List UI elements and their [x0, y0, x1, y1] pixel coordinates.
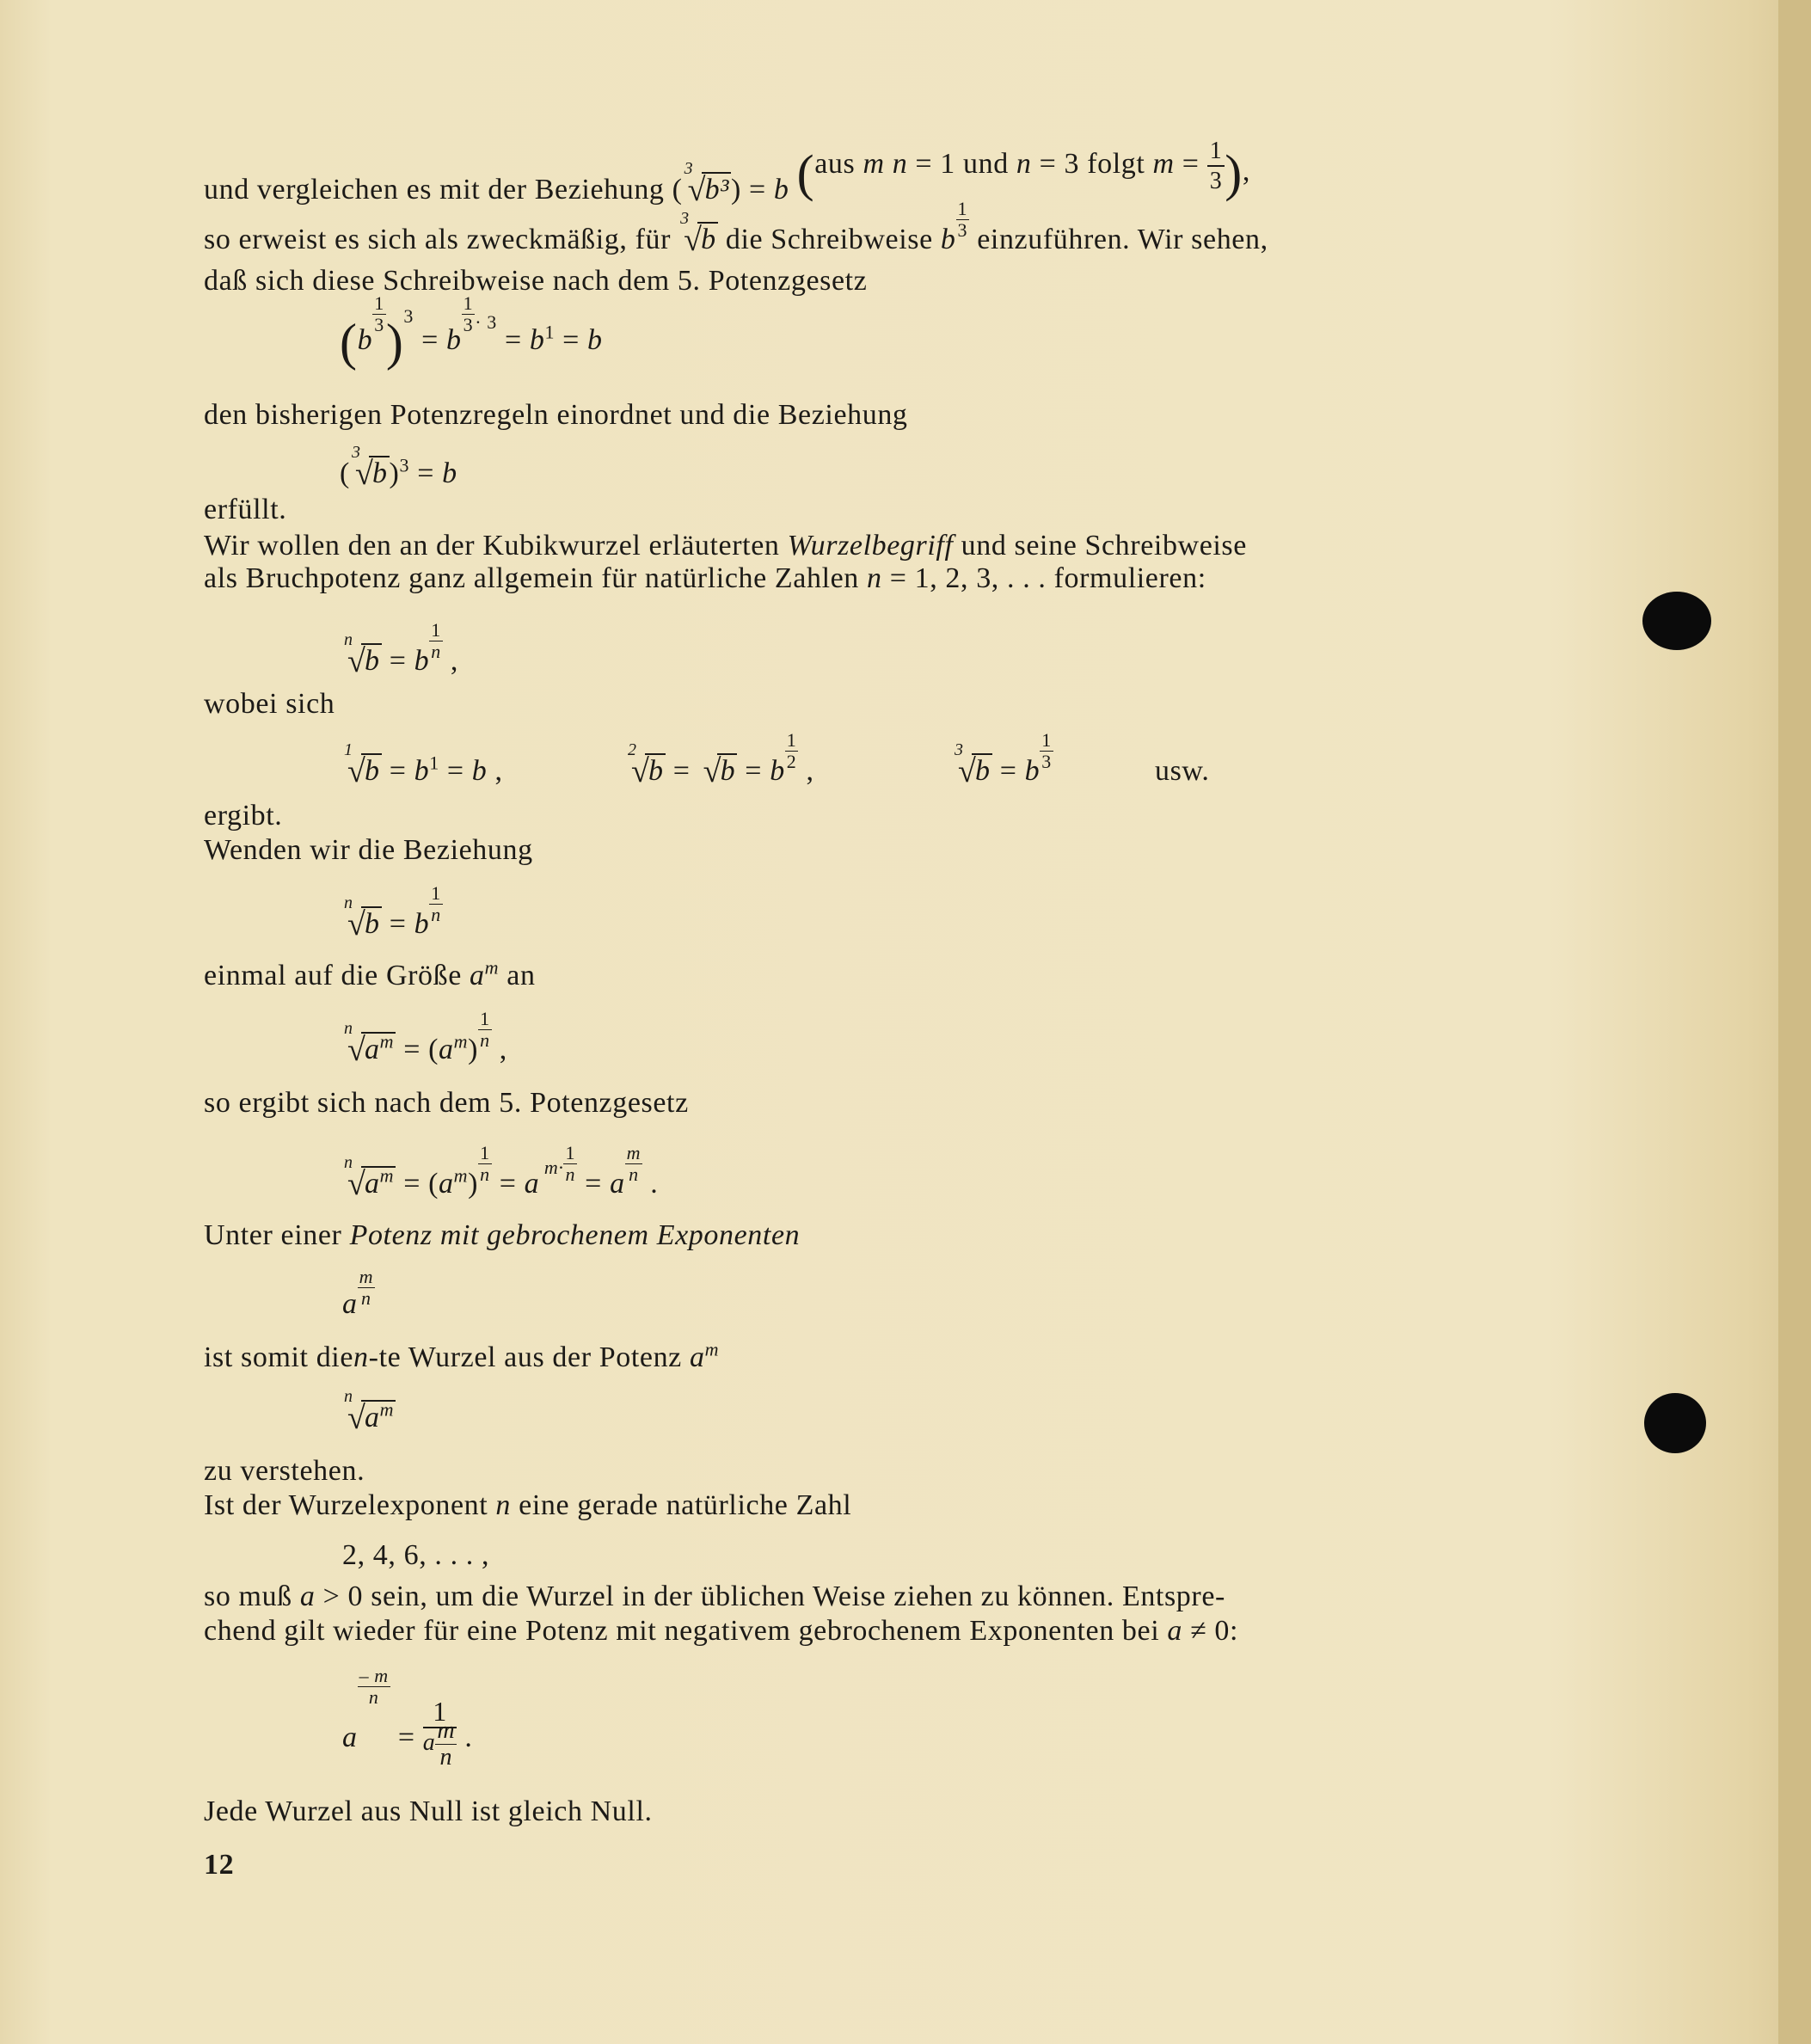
- text-line-16: Ist der Wurzelexponent n eine gerade natürliche Zahl: [204, 1489, 852, 1521]
- text-line-15: zu verstehen.: [204, 1455, 365, 1487]
- formula-negative-exponent: a $\frac{- m}{n}$ = 1 a $\frac{m}{n}$ .: [342, 1665, 473, 1771]
- text-line-13: Unter einer Potenz mit gebrochenem Exponenten: [204, 1219, 801, 1251]
- text-line-14: ist somit dien-te Wurzel aus der Potenz $a^m$: [204, 1338, 720, 1373]
- text-usw: usw.: [1155, 755, 1210, 787]
- text-line-9: ergibt.: [204, 800, 283, 832]
- formula-root-example-3: 3 √ b = b $\frac{1}{3}$: [955, 729, 1052, 789]
- formula-root-of-power: n √ $a^m = (a^m)$ $\frac{1}{n}$ ,: [344, 1008, 507, 1068]
- formula-root-a-m: n √ $a^m$: [344, 1387, 395, 1436]
- formula-cube-root: ( 3 √ b)$^3$ = b: [340, 443, 457, 492]
- page-edge-shadow: [1778, 0, 1811, 2044]
- formula-root-examples: 1 √ $b = b^1 = b$ ,: [344, 740, 503, 789]
- text-line-6: Wir wollen den an der Kubikwurzel erläuterten Wurzelbegriff und seine Schreibweise: [204, 530, 1247, 562]
- page-number: 12: [204, 1849, 235, 1881]
- punch-hole-bottom: [1644, 1393, 1706, 1453]
- formula-root-example-2: 2 √ b = √ b = b $\frac{1}{2}$ ,: [628, 729, 814, 789]
- formula-fractional-exponent: n √ $a^m = (a^m)$ $\frac{1}{n}$ = a $^{m\cdot}$ $\frac{1}{n}$ = a $\frac{m}{n}$ .: [344, 1142, 659, 1202]
- text-line-20: Jede Wurzel aus Null ist gleich Null.: [204, 1795, 653, 1827]
- text-line-17: 2, 4, 6, . . . ,: [342, 1539, 490, 1571]
- text-line-8: wobei sich: [204, 688, 335, 720]
- text-line-12: so ergibt sich nach dem 5. Potenzgesetz: [204, 1087, 689, 1119]
- formula-nth-root-repeat: n √ b = b $\frac{1}{n}$: [344, 882, 441, 942]
- text-line-19: chend gilt wieder für eine Potenz mit negativem gebrochenem Exponenten bei a ≠ 0:: [204, 1615, 1239, 1647]
- text-line-7: als Bruchpotenz ganz allgemein für natürliche Zahlen n = 1, 2, 3, . . . formulieren:: [204, 562, 1206, 594]
- text-line-18: so muß a > 0 sein, um die Wurzel in der üblichen Weise ziehen zu können. Entspre-: [204, 1581, 1225, 1612]
- punch-hole-top: [1642, 592, 1711, 650]
- text-line-11: einmal auf die Größe $a^m$ an: [204, 956, 536, 991]
- text-line-10: Wenden wir die Beziehung: [204, 834, 533, 866]
- text-line-5: erfüllt.: [204, 494, 287, 525]
- formula-power-law: (b $\frac{1}{3}$ )$^3$ = b $\frac{1}{3}$ $^{\cdot 3} = b^1 = b$: [340, 292, 603, 371]
- text-line-4: den bisherigen Potenzregeln einordnet und die Beziehung: [204, 399, 908, 431]
- formula-nth-root-definition: n √ b = b $\frac{1}{n}$ ,: [344, 619, 459, 679]
- formula-a-m-over-n: a $\frac{m}{n}$: [342, 1266, 374, 1320]
- text-line-2: so erweist es sich als zweckmäßig, für 3 √ b die Schreibweise b $\frac{1}{3}$ einzuführen. Wir sehen,: [204, 198, 1268, 258]
- text-line-3: daß sich diese Schreibweise nach dem 5. Potenzgesetz: [204, 265, 868, 297]
- text-line-1: und vergleichen es mit der Beziehung ( 3 √ b³) = b (aus m n = 1 und n = 3 folgt m = $\frac{1}{3}$ ),: [204, 138, 1250, 209]
